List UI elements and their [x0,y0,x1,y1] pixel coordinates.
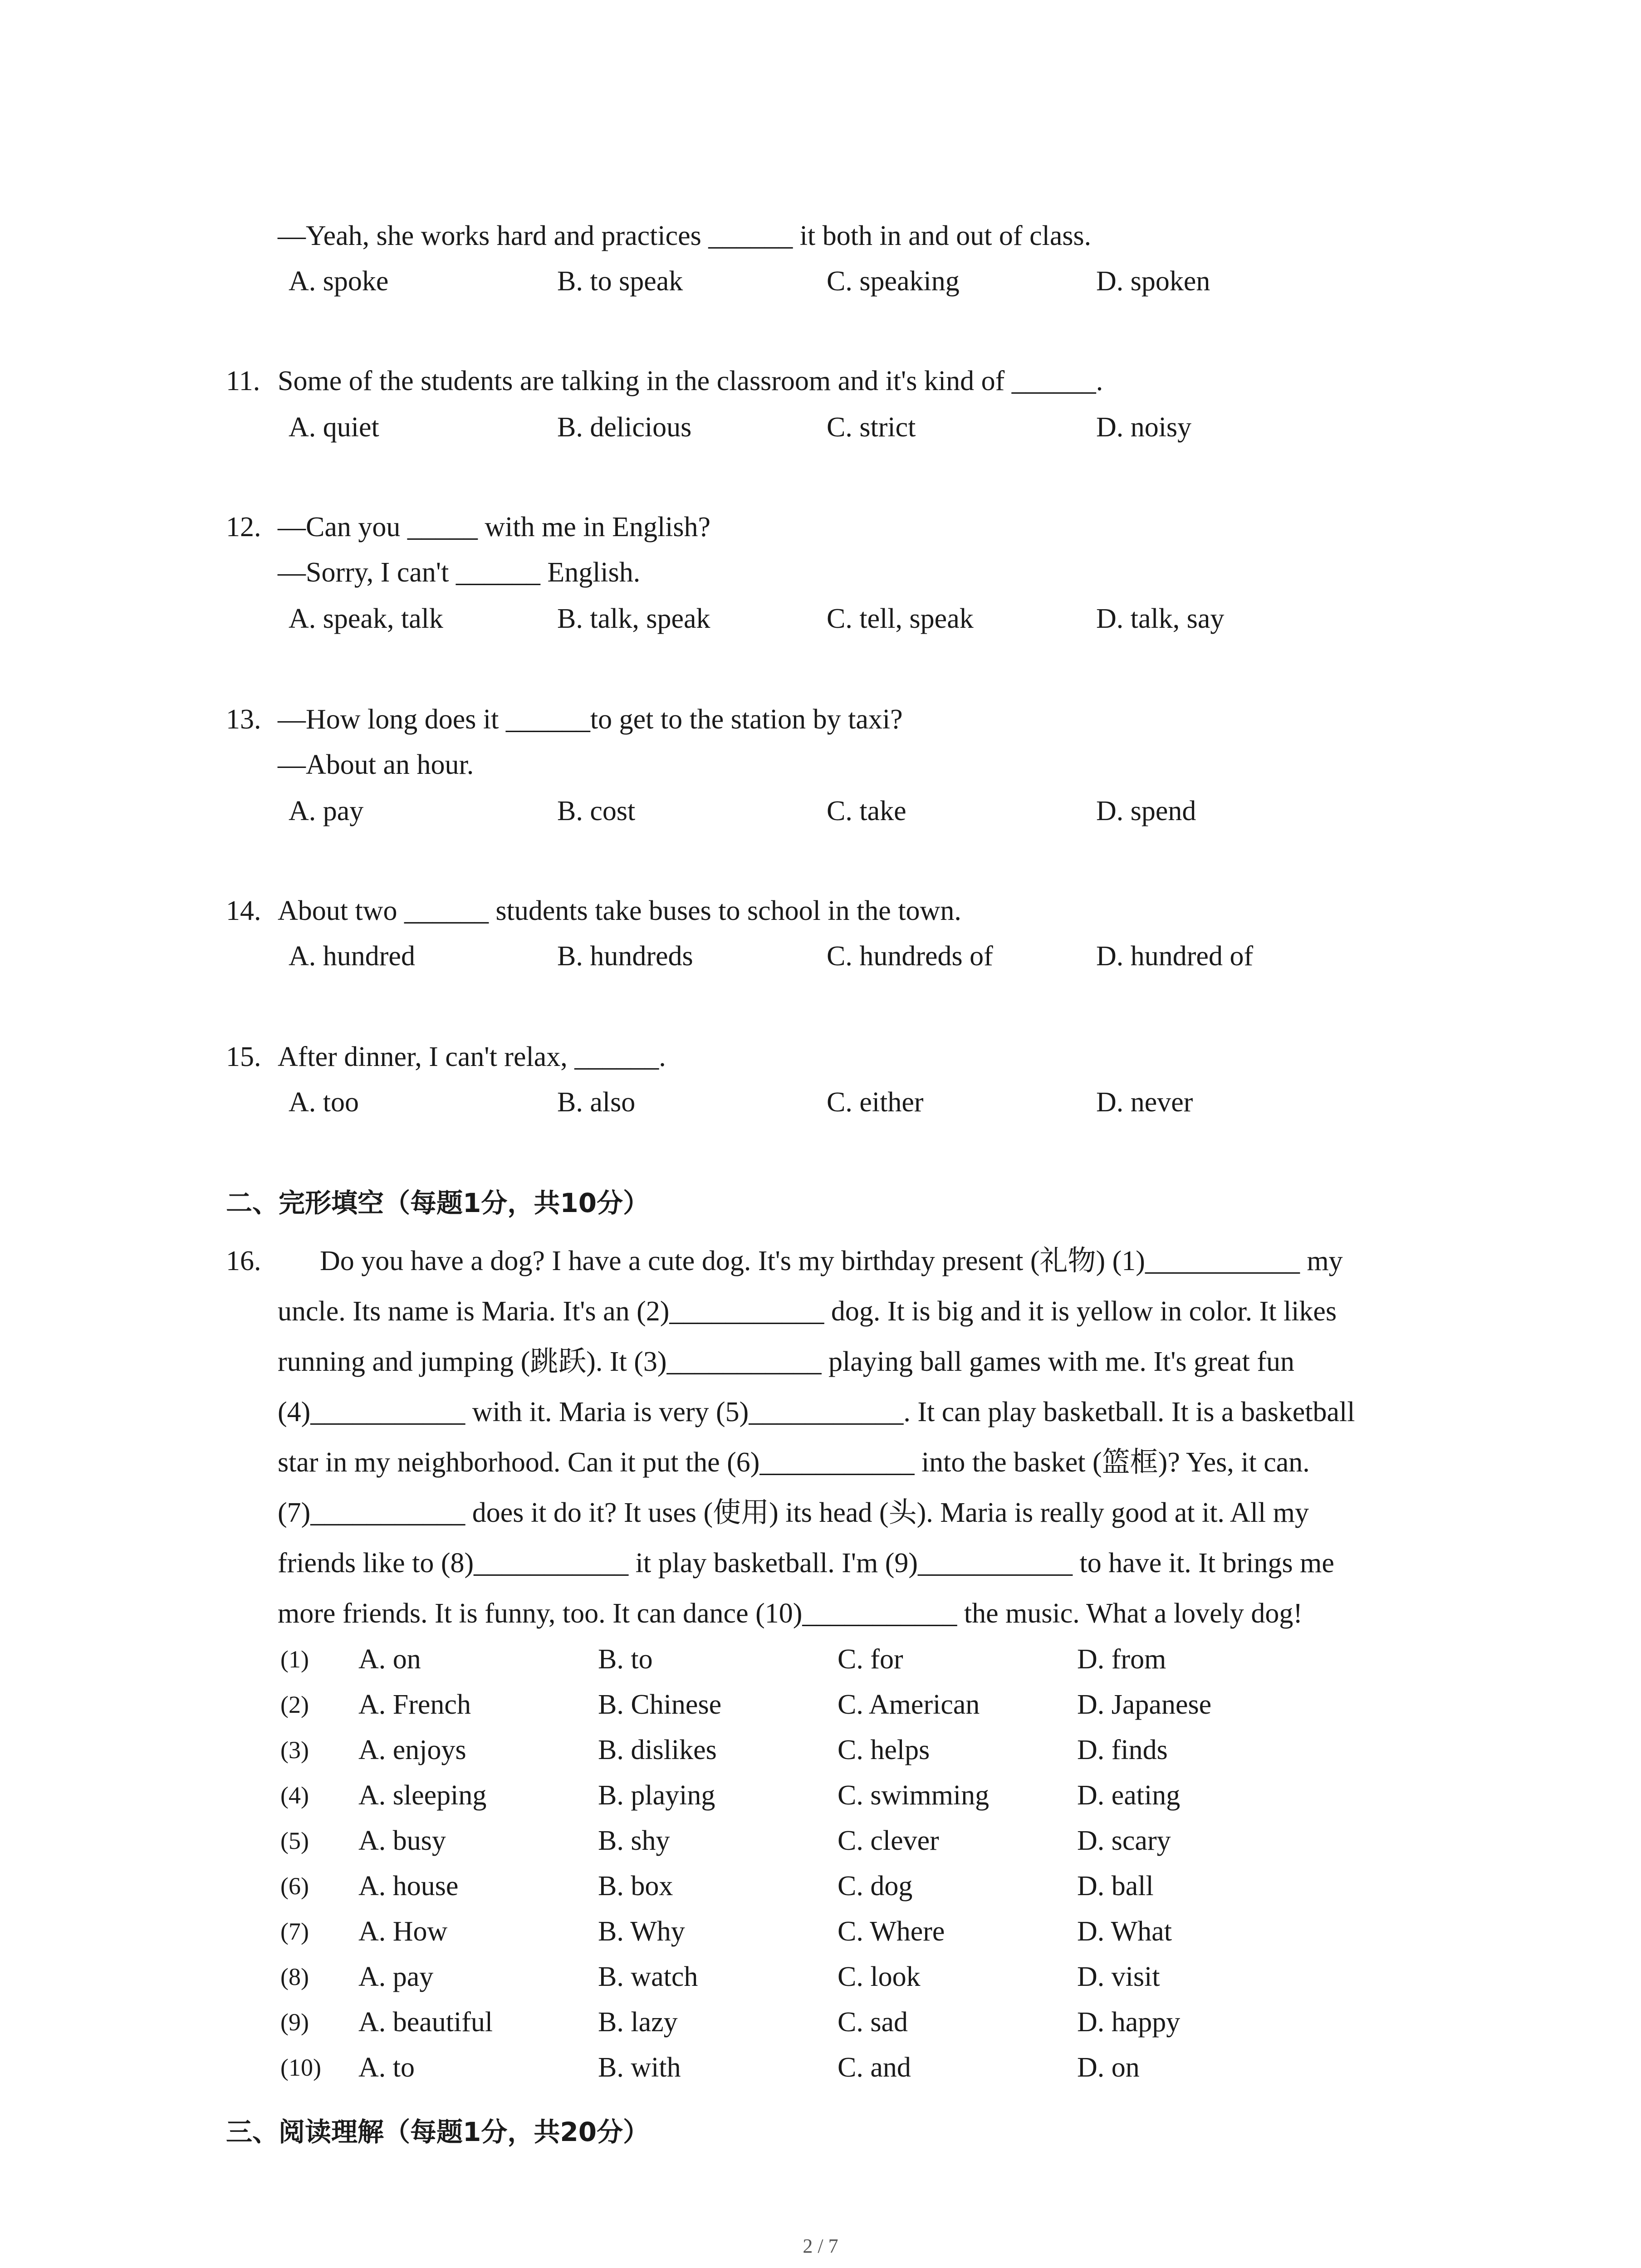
cloze-item-2-number: (2) [280,1691,309,1718]
cloze-item-1-option-d: D. from [1077,1644,1166,1675]
q14-option-b: B. hundreds [557,941,693,972]
q11-option-c: C. strict [827,412,916,443]
q13-option-a: A. pay [289,796,364,826]
cloze-item-9-number: (9) [280,2009,309,2036]
q12-option-b: B. talk, speak [557,603,710,634]
cloze-item-4-number: (4) [280,1782,309,1809]
cloze-item-7-option-c: C. Where [838,1916,945,1947]
q12-option-a: A. speak, talk [289,603,443,634]
cloze-item-7-option-b: B. Why [598,1916,685,1947]
passage-line-8: more friends. It is funny, too. It can dance (10)___________ the music. What a lovely dog! [278,1598,1303,1629]
q10-option-d: D. spoken [1096,266,1210,297]
cloze-item-10-number: (10) [280,2054,321,2081]
q12-stem: —Can you _____ with me in English? [278,512,711,543]
passage-line-1: Do you have a dog? I have a cute dog. It's my birthday present (礼物) (1)___________ my [278,1246,1343,1276]
cloze-item-5-option-c: C. clever [838,1825,939,1856]
cloze-item-6-number: (6) [280,1872,309,1900]
cloze-item-4-option-a: A. sleeping [358,1780,487,1811]
cloze-item-3-option-d: D. finds [1077,1735,1168,1765]
cloze-item-8-option-d: D. visit [1077,1961,1160,1992]
cloze-item-6-option-d: D. ball [1077,1871,1154,1901]
cloze-item-7-option-a: A. How [358,1916,448,1947]
cloze-item-7-number: (7) [280,1918,309,1945]
cloze-item-9-option-d: D. happy [1077,2007,1181,2038]
page-number: 2 / 7 [803,2235,838,2257]
q14-option-c: C. hundreds of [827,941,993,972]
q12-reply: —Sorry, I can't ______ English. [278,557,641,588]
q15-option-c: C. either [827,1087,924,1118]
q15-option-d: D. never [1096,1087,1193,1118]
q13-option-d: D. spend [1096,796,1196,826]
cloze-item-1-option-c: C. for [838,1644,903,1675]
section2-heading: 二、完形填空（每题1分，共10分） [226,1188,650,1218]
q11-option-b: B. delicious [557,412,692,443]
cloze-item-5-option-a: A. busy [358,1825,446,1856]
q13-number: 13. [226,704,261,735]
cloze-item-8-number: (8) [280,1963,309,1990]
q11-number: 11. [226,366,260,396]
q13-stem: —How long does it ______to get to the station by taxi? [278,704,903,735]
cloze-item-9-option-c: C. sad [838,2007,908,2038]
cloze-item-10-option-a: A. to [358,2052,415,2083]
q11-option-d: D. noisy [1096,412,1192,443]
q11-stem: Some of the students are talking in the classroom and it's kind of ______. [278,366,1103,396]
passage-line-2: uncle. Its name is Maria. It's an (2)___________ dog. It is big and it is yellow in color. It likes [278,1296,1337,1327]
cloze-item-1-option-b: B. to [598,1644,653,1675]
q13-option-b: B. cost [557,796,636,826]
q15-option-a: A. too [289,1087,359,1118]
passage-line-7: friends like to (8)___________ it play basketball. I'm (9)___________ to have it. It brings me [278,1548,1334,1579]
q12-number: 12. [226,512,261,543]
cloze-item-10-option-b: B. with [598,2052,681,2083]
cloze-item-2-option-b: B. Chinese [598,1689,722,1720]
q10-reply: —Yeah, she works hard and practices ______ it both in and out of class. [278,220,1092,251]
cloze-item-7-option-d: D. What [1077,1916,1172,1947]
cloze-item-10-option-d: D. on [1077,2052,1140,2083]
passage-line-3: running and jumping (跳跃). It (3)___________ playing ball games with me. It's great fun [278,1346,1295,1377]
cloze-item-4-option-d: D. eating [1077,1780,1181,1811]
cloze-item-8-option-a: A. pay [358,1961,434,1992]
q10-option-b: B. to speak [557,266,683,297]
q14-number: 14. [226,895,261,926]
cloze-item-5-option-b: B. shy [598,1825,670,1856]
cloze-item-4-option-c: C. swimming [838,1780,989,1811]
passage-line-4: (4)___________ with it. Maria is very (5)___________. It can play basketball. It is a basketball [278,1397,1355,1427]
cloze-item-5-number: (5) [280,1827,309,1854]
q16-number: 16. [226,1246,261,1276]
passage-line-6: (7)___________ does it do it? It uses (使用) its head (头). Maria is really good at it. All my [278,1497,1309,1528]
passage-line-5: star in my neighborhood. Can it put the (6)___________ into the basket (篮框)? Yes, it can. [278,1447,1310,1478]
cloze-item-4-option-b: B. playing [598,1780,715,1811]
q14-stem: About two ______ students take buses to school in the town. [278,895,961,926]
cloze-item-6-option-a: A. house [358,1871,459,1901]
cloze-item-3-number: (3) [280,1736,309,1764]
q13-option-c: C. take [827,796,906,826]
cloze-item-3-option-c: C. helps [838,1735,930,1765]
cloze-item-3-option-a: A. enjoys [358,1735,466,1765]
cloze-item-3-option-b: B. dislikes [598,1735,717,1765]
section3-heading: 三、阅读理解（每题1分，共20分） [226,2116,650,2147]
q14-option-a: A. hundred [289,941,415,972]
q15-option-b: B. also [557,1087,636,1118]
q13-reply: —About an hour. [278,749,474,780]
cloze-item-2-option-a: A. French [358,1689,471,1720]
q10-option-c: C. speaking [827,266,960,297]
cloze-item-1-option-a: A. on [358,1644,421,1675]
q15-number: 15. [226,1041,261,1072]
cloze-item-9-option-b: B. lazy [598,2007,678,2038]
cloze-item-2-option-c: C. American [838,1689,980,1720]
q14-option-d: D. hundred of [1096,941,1254,972]
cloze-item-10-option-c: C. and [838,2052,911,2083]
cloze-item-8-option-c: C. look [838,1961,921,1992]
q12-option-c: C. tell, speak [827,603,974,634]
q12-option-d: D. talk, say [1096,603,1225,634]
cloze-item-6-option-b: B. box [598,1871,673,1901]
cloze-item-2-option-d: D. Japanese [1077,1689,1212,1720]
cloze-item-8-option-b: B. watch [598,1961,698,1992]
cloze-item-6-option-c: C. dog [838,1871,913,1901]
q15-stem: After dinner, I can't relax, ______. [278,1041,666,1072]
q10-option-a: A. spoke [289,266,389,297]
cloze-item-5-option-d: D. scary [1077,1825,1171,1856]
cloze-item-1-number: (1) [280,1646,309,1673]
q11-option-a: A. quiet [289,412,379,443]
cloze-item-9-option-a: A. beautiful [358,2007,493,2038]
